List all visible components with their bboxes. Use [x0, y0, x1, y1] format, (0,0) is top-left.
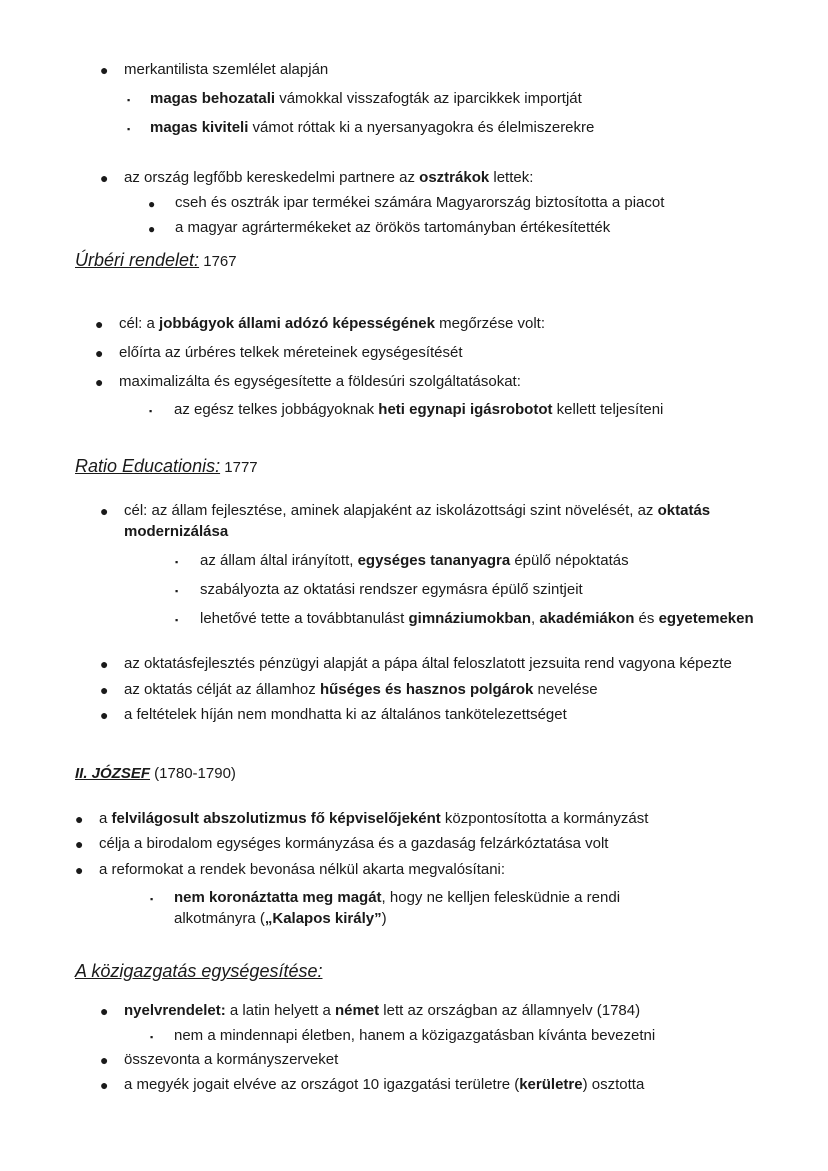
list-item: magas kiviteli vámot róttak ki a nyersanyagokra és élelmiszerekre — [150, 119, 595, 136]
list-item: a megyék jogait elvéve az országot 10 igazgatási területre (kerületre) osztotta — [124, 1076, 645, 1093]
round-bullet: ● — [100, 682, 109, 698]
square-bullet: ▪ — [127, 95, 131, 105]
list-item: cél: az állam fejlesztése, aminek alapjaként az iskolázottsági szint növelését, az oktatás — [124, 502, 711, 519]
list-item: a reformokat a rendek bevonása nélkül akarta megvalósítani: — [99, 861, 506, 878]
round-bullet: ● — [100, 62, 109, 78]
list-item: maximalizálta és egységesítette a földesúri szolgáltatásokat: — [119, 373, 521, 390]
round-bullet: ● — [100, 656, 109, 672]
list-item: nem a mindennapi életben, hanem a közigazgatásban kívánta bevezetni — [174, 1027, 656, 1044]
round-bullet: ● — [75, 862, 84, 878]
list-item: a feltételek híján nem mondhatta ki az általános tankötelezettséget — [124, 706, 567, 723]
square-bullet: ▪ — [149, 406, 153, 416]
round-bullet: ● — [95, 374, 104, 390]
round-bullet: ● — [75, 836, 84, 852]
round-bullet: ● — [100, 1052, 109, 1068]
list-item: az egész telkes jobbágyoknak heti egynapi igásrobotot kellett teljesíteni — [174, 401, 664, 418]
list-item: merkantilista szemlélet alapján — [124, 61, 329, 78]
list-item: előírta az úrbéres telkek méreteinek egységesítését — [119, 344, 463, 361]
list-item: lehetővé tette a továbbtanulást gimnáziumokban, akadémiákon és egyetemeken — [200, 610, 754, 627]
section-heading: Úrbéri rendelet: 1767 — [75, 250, 237, 270]
list-item: összevonta a kormányszerveket — [124, 1051, 339, 1068]
round-bullet: ● — [95, 316, 104, 332]
round-bullet: ● — [100, 1077, 109, 1093]
list-item: az oktatásfejlesztés pénzügyi alapját a pápa által feloszlatott jezsuita rend vagyona képezte — [124, 655, 732, 672]
list-item: az állam által irányított, egységes tananyagra épülő népoktatás — [200, 552, 629, 569]
list-item: magas behozatali vámokkal visszafogták az iparcikkek importját — [150, 90, 582, 107]
list-item: cseh és osztrák ipar termékei számára Magyarország biztosította a piacot — [175, 194, 665, 211]
round-bullet: ● — [148, 222, 156, 236]
round-bullet: ● — [95, 345, 104, 361]
round-bullet: ● — [100, 170, 109, 186]
round-bullet: ● — [148, 197, 156, 211]
list-item-continuation: alkotmányra („Kalapos király”) — [174, 910, 387, 927]
round-bullet: ● — [100, 1003, 109, 1019]
round-bullet: ● — [100, 707, 109, 723]
list-item-continuation: modernizálása — [124, 523, 229, 540]
section-heading: Ratio Educationis: 1777 — [75, 456, 258, 476]
section-heading: II. JÓZSEF (1780-1790) — [75, 765, 236, 782]
round-bullet: ● — [100, 503, 109, 519]
list-item: célja a birodalom egységes kormányzása és a gazdaság felzárkóztatása volt — [99, 835, 609, 852]
list-item: nem koronáztatta meg magát, hogy ne kelljen felesküdnie a rendi — [174, 889, 621, 906]
section-heading: A közigazgatás egységesítése: — [75, 961, 323, 981]
list-item: nyelvrendelet: a latin helyett a német lett az országban az államnyelv (1784) — [124, 1002, 641, 1019]
list-item: a magyar agrártermékeket az örökös tartományban értékesítették — [175, 219, 611, 236]
square-bullet: ▪ — [175, 586, 179, 596]
square-bullet: ▪ — [175, 557, 179, 567]
square-bullet: ▪ — [127, 124, 131, 134]
list-item: az oktatás célját az államhoz hűséges és hasznos polgárok nevelése — [124, 681, 598, 698]
list-item: a felvilágosult abszolutizmus fő képviselőjeként központosította a kormányzást — [99, 810, 649, 827]
square-bullet: ▪ — [175, 615, 179, 625]
square-bullet: ▪ — [150, 894, 154, 904]
round-bullet: ● — [75, 811, 84, 827]
square-bullet: ▪ — [150, 1032, 154, 1042]
list-item: az ország legfőbb kereskedelmi partnere az osztrákok lettek: — [124, 169, 534, 186]
list-item: cél: a jobbágyok állami adózó képességének megőrzése volt: — [119, 315, 546, 332]
list-item: szabályozta az oktatási rendszer egymásra épülő szintjeit — [200, 581, 583, 598]
